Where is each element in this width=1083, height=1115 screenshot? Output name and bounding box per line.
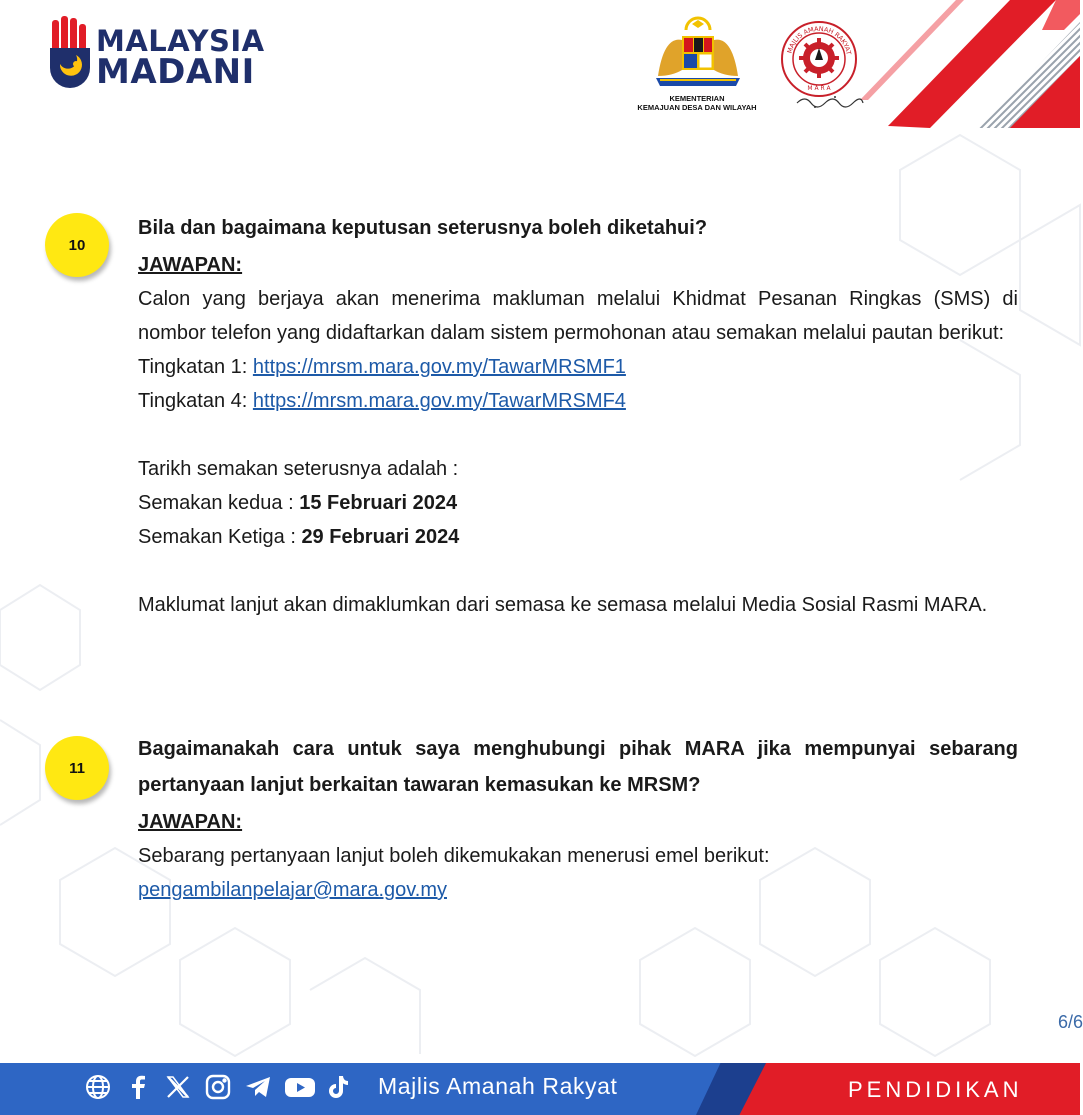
date-value: 15 Februari 2024 — [299, 492, 458, 514]
ministry-name — [622, 94, 772, 112]
link-row-form-4 — [138, 384, 1018, 418]
answer-text: Sebarang pertanyaan lanjut boleh dikemukakan menerusi emel berikut: — [138, 845, 770, 867]
link-row-form-1 — [138, 350, 1018, 384]
link-label: Tingkatan 4: — [138, 390, 248, 412]
madani-hand-icon — [48, 16, 92, 88]
mara-seal-logo-icon — [780, 20, 858, 98]
footer-section-label: PENDIDIKAN — [848, 1077, 1023, 1102]
date-row-third-check — [138, 520, 1018, 554]
instagram-icon[interactable] — [204, 1073, 232, 1101]
form-1-offer-link[interactable]: https://mrsm.mara.gov.my/TawarMRSMF1 — [252, 356, 626, 378]
question-text: Bila dan bagaimana keputusan seterusnya boleh diketahui? — [138, 217, 708, 239]
x-icon[interactable] — [164, 1073, 192, 1101]
decorative-red-stripes — [860, 0, 1080, 128]
page-number: 6/6 — [1058, 1012, 1083, 1032]
faq-item-11 — [138, 731, 1018, 907]
social-icons — [84, 1073, 352, 1101]
youtube-icon[interactable] — [284, 1073, 312, 1101]
form-4-offer-link[interactable]: https://mrsm.mara.gov.my/TawarMRSMF4 — [252, 390, 626, 412]
brand-line-2: MADANI — [96, 52, 255, 92]
footer-org-name: Majlis Amanah Rakyat — [378, 1073, 618, 1099]
date-label: Semakan kedua : — [138, 492, 294, 514]
tiktok-icon[interactable] — [324, 1073, 352, 1101]
contact-email-link[interactable]: pengambilanpelajar@mara.gov.my — [138, 879, 447, 901]
malaysia-madani-logo — [48, 16, 265, 92]
jawi-script-icon — [795, 93, 865, 111]
mara-seal-text: MAJLIS AMANAH RAKYAT — [785, 24, 853, 56]
date-row-second-check — [138, 486, 1018, 520]
dates-intro: Tarikh semakan seterusnya adalah : — [138, 458, 459, 480]
mara-seal-letters: M A R A — [807, 85, 831, 92]
brand-line-1: MALAYSIA — [96, 24, 265, 58]
answer-label: JAWAPAN: — [138, 254, 243, 276]
closing-note: Maklumat lanjut akan dimaklumkan dari semasa ke semasa melalui Media Sosial Rasmi MARA. — [138, 594, 988, 616]
facebook-icon[interactable] — [124, 1073, 152, 1101]
question-text: Bagaimanakah cara untuk saya menghubungi pihak MARA jika mempunyai sebarang pertanyaan lanjut berkaitan tawaran kemasukan ke MRSM? — [138, 738, 1018, 796]
telegram-icon[interactable] — [244, 1073, 272, 1101]
answer-label: JAWAPAN: — [138, 811, 243, 833]
jata-negara-crest-icon — [648, 20, 748, 92]
ministry-line-2: KEMAJUAN DESA DAN WILAYAH — [637, 103, 757, 112]
question-number-badge: 10 — [45, 213, 109, 277]
date-value: 29 Februari 2024 — [301, 526, 460, 548]
answer-intro: Calon yang berjaya akan menerima makluman melalui Khidmat Pesanan Ringkas (SMS) di nombor telefon yang didaftarkan dalam sistem permohonan atau semakan melalui pautan berikut: — [138, 288, 1018, 344]
globe-icon[interactable] — [84, 1073, 112, 1101]
date-label: Semakan Ketiga : — [138, 526, 296, 548]
question-number-badge: 11 — [45, 736, 109, 800]
footer-bar — [0, 1063, 1080, 1115]
ministry-line-1: KEMENTERIAN — [669, 94, 725, 103]
faq-item-10 — [138, 210, 1018, 622]
link-label: Tingkatan 1: — [138, 356, 248, 378]
